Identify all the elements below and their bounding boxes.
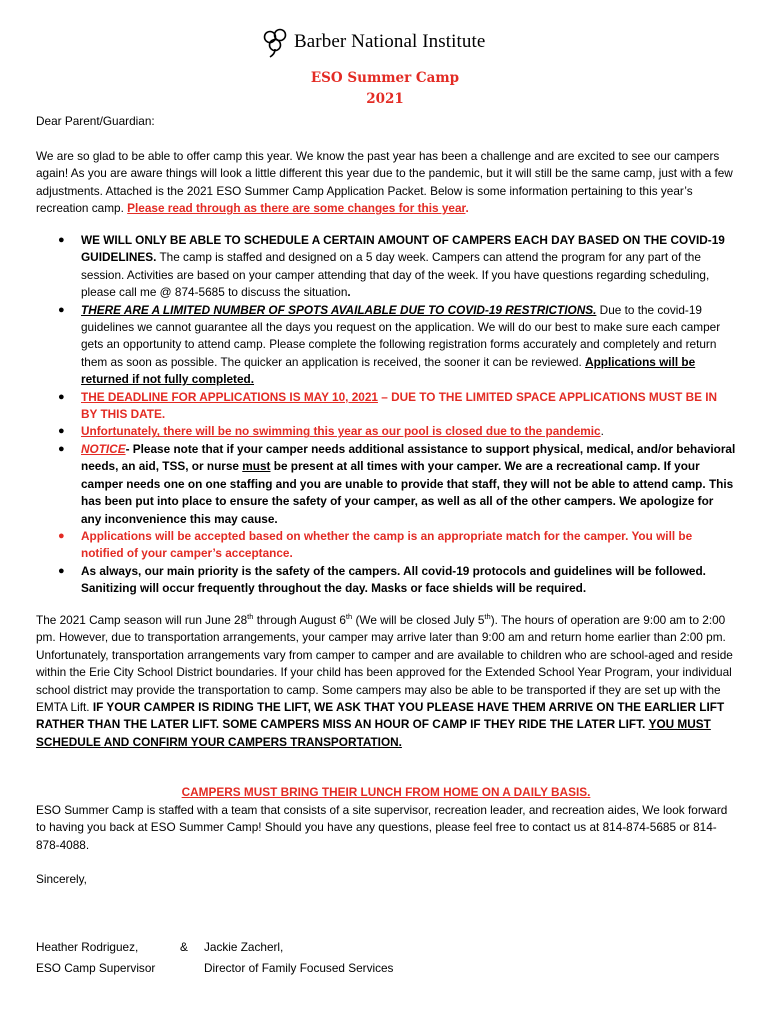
intro-end: . [465,201,469,216]
bullet3-text: – DUE TO THE LIMITED SPACE APPLICATIONS MUST BE IN BY THIS DATE. [81,389,718,422]
bullet-icon: ● [58,390,65,403]
list-item [36,302,736,389]
bullet1-text: The camp is staffed and designed on a 5 day week. Campers can attend the program for any part of the session. Activities are based on your camper attending that day of the week. If you have questions regarding scheduling, please call me @ 874-5685 to discuss the situation [81,250,710,300]
bullet2-text: Due to the covid-19 guidelines we cannot guarantee all the days you request on the application. We will do our best to make sure each camper gets an opportunity to attend camp. Please complete the following registration forms accurately and completely and return them as soon as possible. The quicker an application is received, the sooner it can be reviewed. [81,302,721,369]
intro-paragraph [36,148,736,218]
signature-2 [204,937,393,979]
season-text-1: The 2021 Camp season will run June 28 [36,613,248,627]
season-text-4: ). The hours of operation are 9:00 am to 2:00 pm. However, due to transportation arrangements, your camper may arrive later than 9:00 am and return home earlier than 2:00 pm. Unfortunately, transportation arrangements vary from camper to camper and are available to children who are school-aged and reside within the Erie City School District boundaries. If your child has been approved for the Extended School Year Program, your individual school district may provide the transportation to camp. Some campers may also be able to be transported if they are set up with the EMTA Lift. [36,613,733,715]
season-sup-3: th [484,612,491,621]
list-item [36,441,736,528]
signer2-role: Director of Family Focused Services [204,961,394,975]
list-item [36,528,736,563]
lunch-notice: CAMPERS MUST BRING THEIR LUNCH FROM HOME ON A DAILY BASIS. [181,785,591,799]
camp-year: 2021 [366,91,404,107]
season-sup-1: th [247,612,254,621]
signature-1 [36,937,155,979]
staff-paragraph: ESO Summer Camp is staffed with a team that consists of a site supervisor, recreation leader, and recreation aides, We look forward to having you back at ESO Summer Camp! Should you have any questions, please feel free to contact us at 814-874-5685 or 814-878-4088. [36,803,728,852]
shamrock-icon [260,26,292,58]
bullet-icon: ● [58,234,65,246]
season-sup-2: th [345,612,353,621]
signature-ampersand: & [180,940,188,954]
list-item [36,423,736,440]
list-item [36,232,736,302]
bullet5-text-b: be present at all times with your camper [270,459,498,474]
org-logo [260,26,485,58]
signer1-name: Heather Rodriguez, [36,940,139,954]
season-paragraph [36,612,736,751]
bullet1-bold: WE WILL ONLY BE ABLE TO SCHEDULE A CERTAIN AMOUNT OF CAMPERS EACH DAY BASED ON THE COVID-19 GUIDELINES. [81,233,725,265]
bullet4-text: Unfortunately, there will be no swimming this year as our pool is closed due to the pandemic [81,424,601,439]
signer1-role: ESO Camp Supervisor [36,961,156,975]
bullet5-text-a: - Please note that if your camper needs additional assistance to support physical, medical, and/or behavioral needs, an aid, TSS, or nurse [81,441,736,474]
bullet-icon: ● [58,425,65,438]
bullet5-notice: NOTICE [81,441,126,456]
bullet-icon: ● [58,442,65,455]
bullet6-text: Applications will be accepted based on whether the camp is an appropriate match for the camper. You will be notified of your camper’s acceptance. [81,528,693,561]
season-text-2: through August 6 [253,613,346,627]
bullet2-bold: THERE ARE A LIMITED NUMBER OF SPOTS AVAILABLE DUE TO COVID-19 RESTRICTIONS. [81,302,597,317]
bullet4-end: . [600,424,604,439]
bullet3-deadline: THE DEADLINE FOR APPLICATIONS IS MAY 10, 2021 [81,389,378,404]
info-bullet-list [36,232,736,598]
list-item [36,563,736,598]
list-item [36,389,736,424]
bullet5-text-c: . We are a recreational camp. If your camper needs one on one staffing and you are unable to provide that staff, they will not be able to attend camp. This has been put into place to ensure the safety of your camper, as well as all of the other campers. We apologize for any inconvenience this may cause. [81,459,734,526]
closing: Sincerely, [36,872,87,886]
intro-text: We are so glad to be able to offer camp this year. We know the past year has been a challenge and are excited to see our campers again! As you are aware things will look a little different this year due to the pandemic, but it will still be the same camp, just with a few adjustments. Attached is the 2021 ESO Summer Camp Application Packet. Below is some information pertaining to this year’s recreation camp. [36,149,733,216]
signer2-name: Jackie Zacherl, [204,940,284,954]
bullet7-text: As always, our main priority is the safety of the campers. All covid-19 protocols and guidelines will be followed. Sanitizing will occur frequently throughout the day. Masks or face shields will be required. [81,563,706,596]
intro-red-note: Please read through as there are some changes for this year [127,201,466,216]
bullet2-bold2: Applications will be returned if not fully completed. [81,354,696,387]
bullet-icon: ● [58,303,65,316]
org-name: Barber National Institute [294,31,486,53]
camp-title: ESO Summer Camp [310,70,460,86]
season-schedule-notice: YOU MUST SCHEDULE AND CONFIRM YOUR CAMPERS TRANSPORTATION. [36,717,711,749]
bullet-icon: ● [58,529,65,542]
greeting: Dear Parent/Guardian: [36,114,155,128]
season-text-3: (We will be closed July 5 [352,613,485,627]
bullet5-must: must [242,459,271,474]
bullet1-end: . [347,285,351,300]
season-bold-notice: IF YOUR CAMPER IS RIDING THE LIFT, WE ASK THAT YOU PLEASE HAVE THEM ARRIVE ON THE EARLIER LIFT RATHER THAN THE LATER LIFT. SOME CAMPERS MISS AN HOUR OF CAMP IF THEY RIDE THE LATER LIFT. [36,700,725,732]
bullet-icon: ● [58,564,65,577]
